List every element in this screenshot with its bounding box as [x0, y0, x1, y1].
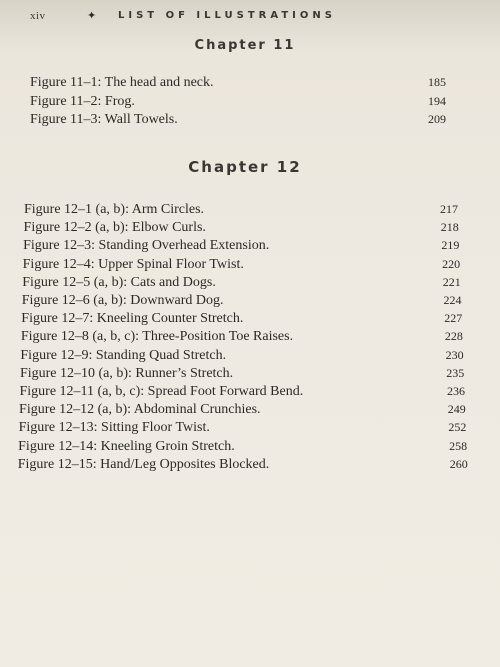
figure-label: Figure 12–1 (a, b): Arm Circles. — [24, 202, 205, 217]
figure-page-number: 236 — [447, 384, 465, 398]
figure-entry — [0, 238, 500, 256]
figure-entry — [0, 402, 500, 420]
figure-entry — [0, 275, 500, 293]
figure-page-number: 260 — [449, 456, 468, 471]
figure-page-number: 258 — [449, 438, 468, 453]
figure-page-number: 230 — [445, 347, 464, 362]
figure-label: Figure 11–2: Frog. — [30, 93, 135, 109]
figure-label: Figure 11–1: The head and neck. — [30, 75, 214, 90]
figure-label: Figure 12–4: Upper Spinal Floor Twist. — [22, 256, 244, 272]
figure-label: Figure 12–8 (a, b, c): Three-Position Toe Raises. — [20, 329, 294, 345]
figure-page-number: 218 — [440, 220, 459, 235]
figure-entry — [0, 293, 500, 311]
figure-label: Figure 12–11 (a, b, c): Spread Foot Forward Bend. — [19, 384, 304, 399]
running-header — [30, 6, 480, 26]
figure-label: Figure 12–12 (a, b): Abdominal Crunchies. — [19, 402, 261, 418]
figure-label: Figure 12–7: Kneeling Counter Stretch. — [21, 311, 244, 327]
figure-page-number: 235 — [446, 365, 465, 380]
figure-entry — [0, 311, 500, 329]
figure-label: Figure 11–3: Wall Towels. — [30, 112, 178, 127]
figure-label: Figure 12–3: Standing Overhead Extension. — [23, 238, 270, 254]
figure-label: Figure 12–2 (a, b): Elbow Curls. — [23, 220, 206, 236]
figure-page-number: 219 — [441, 238, 460, 253]
chapter-11-heading: Chapter 11 — [194, 38, 296, 53]
figure-entry — [0, 439, 500, 457]
figure-entry — [0, 94, 500, 112]
figure-label: Figure 12–15: Hand/Leg Opposites Blocked. — [17, 456, 270, 472]
figure-entry — [0, 202, 500, 220]
figure-label: Figure 12–9: Standing Quad Stretch. — [20, 347, 227, 363]
figure-page-number: 252 — [448, 420, 467, 435]
figure-page-number: 209 — [428, 112, 446, 126]
figure-entry — [0, 257, 500, 275]
figure-entry — [0, 112, 500, 130]
running-title: LIST OF ILLUSTRATIONS — [118, 10, 336, 21]
figure-entry — [0, 384, 500, 402]
figure-entry — [0, 220, 500, 238]
figure-label: Figure 12–14: Kneeling Groin Stretch. — [18, 438, 235, 454]
figure-page-number: 228 — [444, 329, 463, 344]
figure-page-number: 221 — [442, 274, 461, 289]
figure-page-number: 220 — [442, 256, 461, 271]
figure-label: Figure 12–13: Sitting Floor Twist. — [18, 420, 210, 436]
figure-entry — [0, 75, 500, 93]
figure-entry — [0, 366, 500, 384]
figure-entry — [0, 420, 500, 438]
figure-entry — [0, 348, 500, 366]
page-number: xiv — [30, 10, 46, 22]
figure-page-number: 194 — [428, 93, 446, 108]
figure-entry — [0, 329, 500, 347]
chapter-12-heading: Chapter 12 — [188, 158, 302, 176]
figure-entry — [0, 457, 500, 475]
figure-label: Figure 12–10 (a, b): Runner’s Stretch. — [19, 365, 234, 381]
figure-page-number: 185 — [428, 75, 446, 89]
figure-page-number: 249 — [447, 402, 466, 417]
figure-page-number: 227 — [444, 311, 463, 326]
diamond-ornament-icon: ✦ — [87, 10, 97, 22]
figure-page-number: 217 — [440, 202, 458, 216]
figure-label: Figure 12–6 (a, b): Downward Dog. — [21, 293, 224, 308]
figure-page-number: 224 — [443, 293, 462, 307]
figure-label: Figure 12–5 (a, b): Cats and Dogs. — [22, 274, 216, 290]
